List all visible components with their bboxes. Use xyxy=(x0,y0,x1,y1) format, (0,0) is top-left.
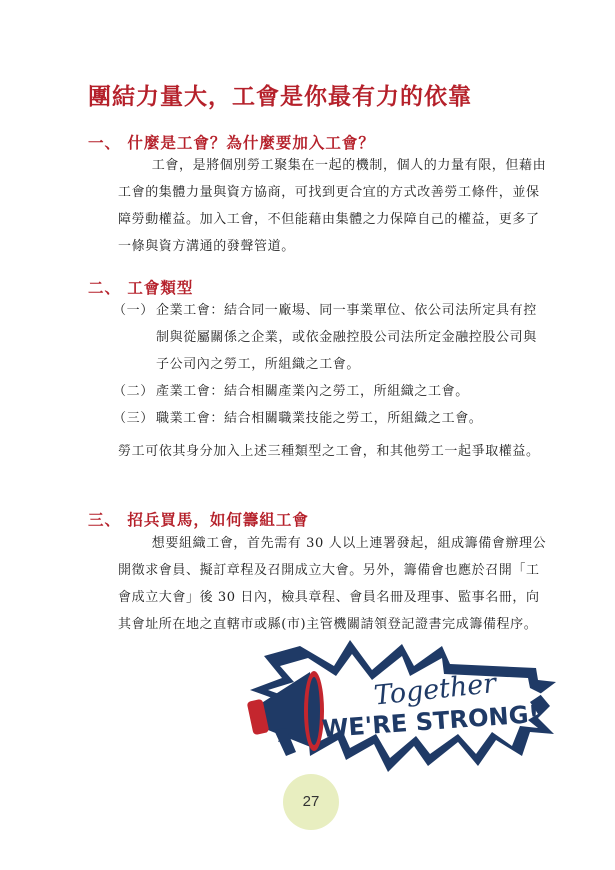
list-item xyxy=(113,297,550,378)
list-item-number: （二） xyxy=(113,384,154,399)
section-1-paragraph: 工會，是將個別勞工聚集在一起的機制，個人的力量有限，但藉由工會的集體力量與資方協商，可找到更合宜的方式改善勞工條件，並保障勞動權益。加入工會，不但能藉由集體之力保障自己的權益，更多了一條與資方溝通的發聲管道。 xyxy=(118,158,547,254)
page-number: 27 xyxy=(302,793,320,810)
page-title: 團結力量大，工會是你最有力的依靠 xyxy=(88,83,472,110)
section-1-heading: 一、 什麼是工會？為什麼要加入工會？ xyxy=(88,133,375,152)
list-item-text: 產業工會：結合相關產業內之勞工，所組織之工會。 xyxy=(156,384,469,399)
list-item-text: 職業工會：結合相關職業技能之勞工，所組織之工會。 xyxy=(156,411,483,426)
section-1-body xyxy=(118,152,548,260)
were-strong-text: WE'RE STRONG! xyxy=(320,700,540,744)
list-item xyxy=(113,378,550,405)
section-3-paragraph: 想要組織工會，首先需有 30 人以上連署發起，組成籌備會辦理公開徵求會員、擬訂章程及召開成立大會。另外，籌備會也應於召開「工會成立大會」後 30 日內，檢具章程、會員名冊及理事、監事名冊，向其會址所在地之直轄市或縣(市)主管機關請領登記證書完成籌備程序。 xyxy=(118,536,547,632)
list-item-text: 企業工會：結合同一廠場、同一事業單位、依公司法所定具有控制與從屬關係之企業，或依金融控股公司法所定金融控股公司與子公司內之勞工，所組織之工會。 xyxy=(156,303,537,372)
list-item-number: （三） xyxy=(113,411,154,426)
together-text: Together xyxy=(372,667,498,712)
section-2-note xyxy=(118,438,548,465)
list-item-number: （一） xyxy=(113,303,154,318)
section-3-heading: 三、 招兵買馬，如何籌組工會 xyxy=(88,510,309,529)
section-2-heading: 二、 工會類型 xyxy=(88,278,194,297)
section-3-body xyxy=(118,530,550,638)
list-item xyxy=(113,405,550,432)
section-2-note-text: 勞工可依其身分加入上述三種類型之工會，和其他勞工一起爭取權益。 xyxy=(118,444,540,459)
together-strong-graphic xyxy=(238,636,558,776)
